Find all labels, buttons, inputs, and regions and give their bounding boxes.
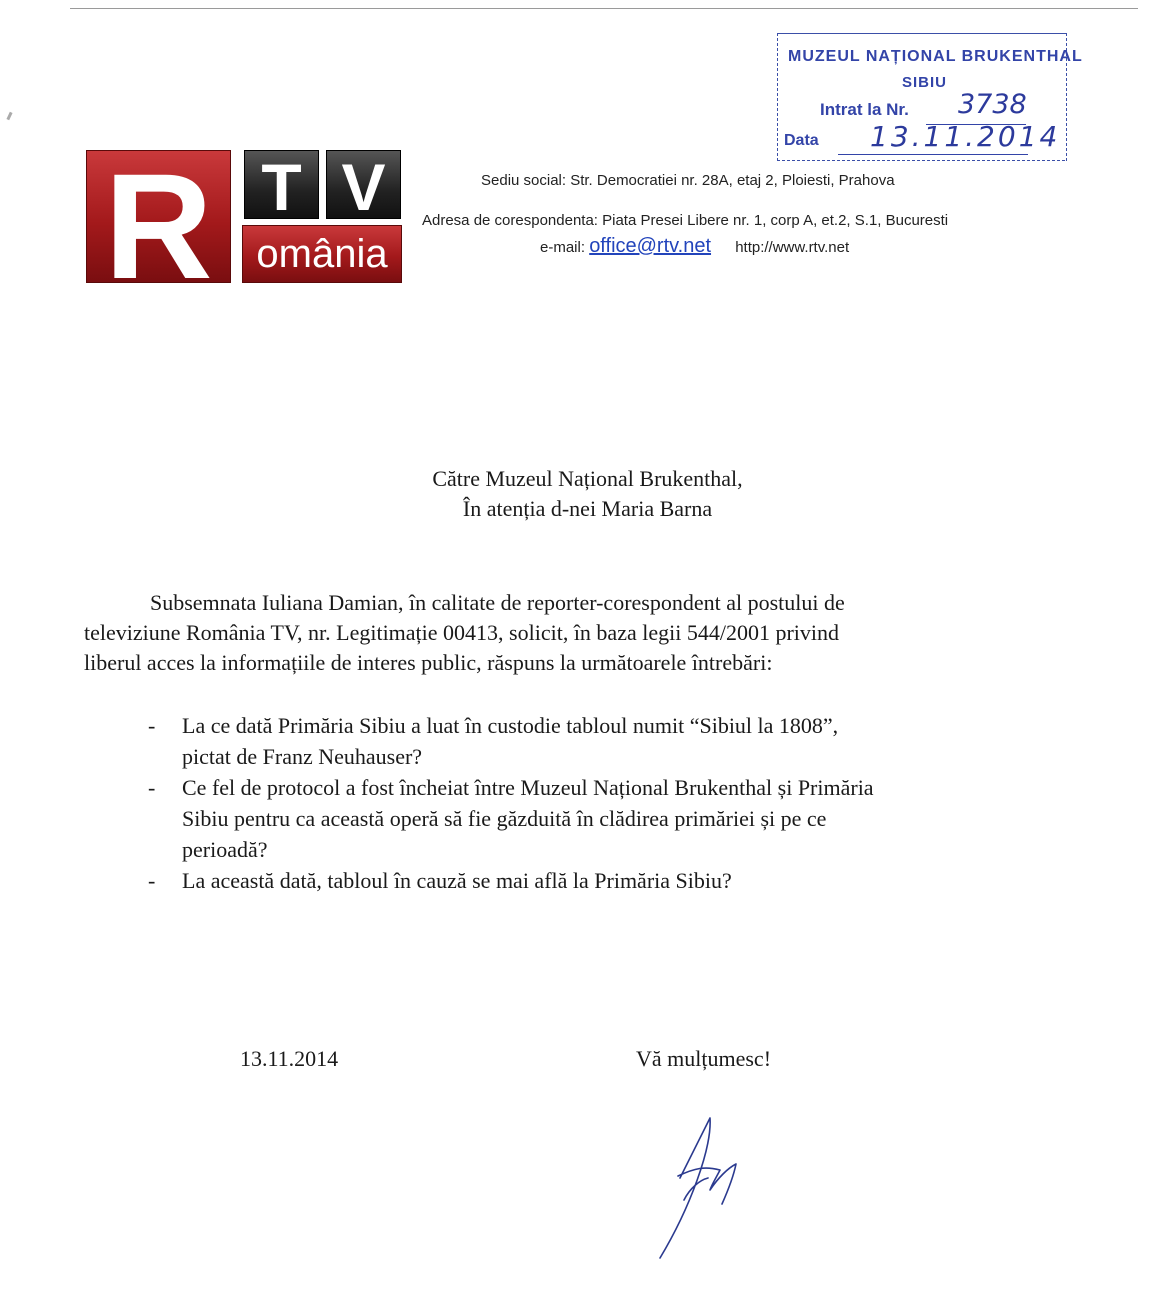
question-list	[148, 710, 1028, 896]
paragraph-line: Subsemnata Iuliana Damian, în calitate de reporter-corespondent al postului de	[150, 590, 845, 615]
contact-line	[540, 235, 849, 258]
paragraph-line: televiziune România TV, nr. Legitimație 00413, solicit, în baza legii 544/2001 privind	[84, 620, 839, 645]
rtv-logo	[86, 150, 402, 283]
registration-stamp	[777, 33, 1083, 161]
email-label: e-mail:	[540, 239, 586, 256]
logo-word: omânia	[242, 225, 402, 283]
closing-thanks: Vă mulțumesc!	[636, 1046, 772, 1071]
signature	[650, 1108, 770, 1268]
scan-speck	[6, 112, 12, 121]
question-item	[148, 710, 1028, 772]
stamp-date-value: 13.11.2014	[870, 120, 1061, 153]
bullet-dash: -	[148, 775, 156, 800]
website-link[interactable]: http://www.rtv.net	[735, 239, 850, 256]
paragraph-line: liberul acces la informațiile de interes public, răspuns la următoarele întrebări:	[84, 650, 773, 675]
question-item	[148, 772, 1028, 865]
addressee-line-1: Către Muzeul Național Brukenthal,	[432, 466, 743, 491]
stamp-date-label: Data	[784, 132, 819, 149]
addressee-line-2: În atenția d-nei Maria Barna	[462, 496, 713, 521]
question-line: pictat de Franz Neuhauser?	[182, 744, 423, 769]
registered-office: Sediu social: Str. Democratiei nr. 28A, etaj 2, Ploiesti, Prahova	[481, 172, 895, 189]
mailing-address: Adresa de corespondenta: Piata Presei Libere nr. 1, corp A, et.2, S.1, Bucuresti	[422, 212, 949, 229]
question-item	[148, 865, 1028, 896]
logo-letter-v: V	[326, 150, 401, 219]
stamp-number-value: 3738	[958, 89, 1027, 120]
logo-letter-t: T	[244, 150, 319, 219]
bullet-dash: -	[148, 868, 156, 893]
question-line: Ce fel de protocol a fost încheiat între Muzeul Național Brukenthal și Primăria	[182, 775, 874, 800]
stamp-date-line	[838, 154, 1028, 155]
stamp-bottom-border	[777, 160, 1065, 163]
question-line: perioadă?	[182, 837, 268, 862]
stamp-city: SIBIU	[902, 74, 948, 91]
stamp-number-label: Intrat la Nr.	[820, 100, 909, 119]
question-line: Sibiu pentru ca această operă să fie găzduită în clădirea primăriei și pe ce	[182, 806, 827, 831]
email-link[interactable]: office@rtv.net	[589, 235, 712, 257]
request-paragraph	[84, 588, 1004, 678]
top-scan-edge	[70, 8, 1138, 9]
stamp-title: MUZEUL NAȚIONAL BRUKENTHAL	[788, 48, 1083, 65]
question-line: La ce dată Primăria Sibiu a luat în custodie tabloul numit “Sibiul la 1808”,	[182, 713, 839, 738]
bullet-dash: -	[148, 713, 156, 738]
logo-letter-r: R	[86, 150, 231, 283]
letter-date: 13.11.2014	[240, 1046, 339, 1071]
question-line: La această dată, tabloul în cauză se mai află la Primăria Sibiu?	[182, 868, 732, 893]
